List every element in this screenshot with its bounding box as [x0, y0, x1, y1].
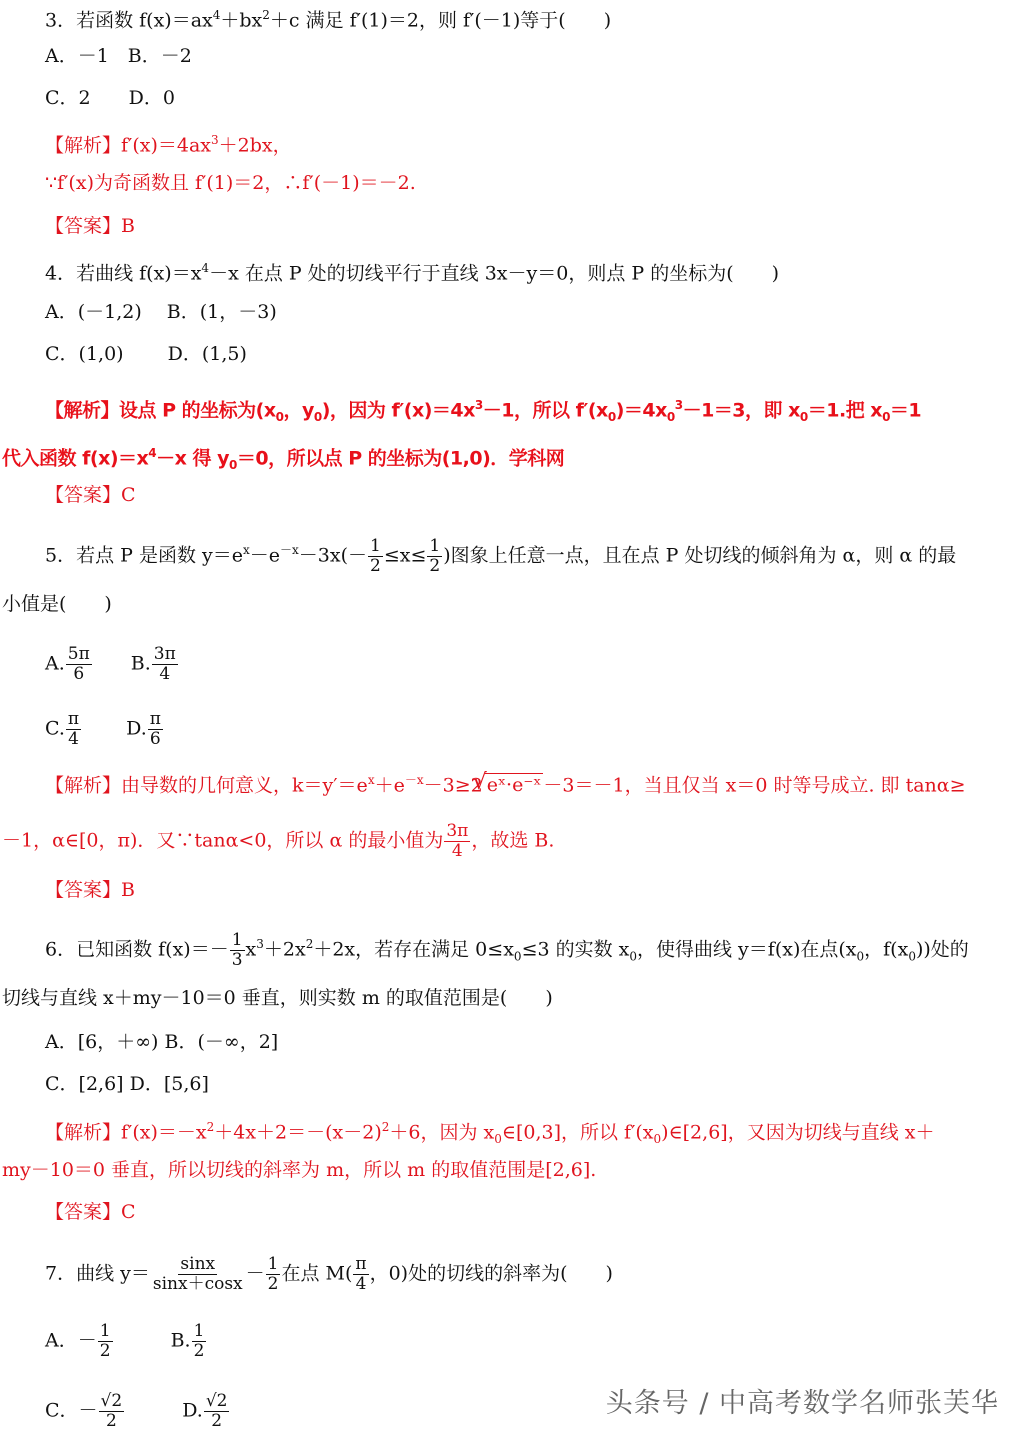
subscript: 0: [313, 410, 322, 425]
superscript: 3: [674, 398, 683, 412]
superscript: x: [367, 773, 375, 787]
options-7-ab: [45, 1322, 207, 1361]
text-run: A．[6，＋∞) B．(－∞，2]: [45, 1031, 279, 1053]
fraction-denominator: 4: [159, 664, 171, 684]
text-run: ＋2bx，: [218, 134, 292, 157]
text-run: 【答案】B: [45, 215, 135, 237]
text-run: －e: [249, 544, 281, 567]
text-run: －1，α∈[0，π)．又∵tanα<0，所以 α 的最小值为: [2, 829, 444, 852]
answer-5: [45, 877, 135, 903]
fraction-numerator: 5π: [67, 644, 90, 664]
text-run: －x 在点 P 处的切线平行于直线 3x－y＝0，则点 P 的坐标为( ): [209, 262, 780, 285]
subscript: 0: [653, 1132, 662, 1147]
text-run: C．[2,6] D．[5,6]: [45, 1073, 209, 1095]
text-run: －3x(－: [298, 544, 368, 567]
text-run: 【解析】由导数的几何意义，k＝y′＝e: [45, 774, 368, 797]
fraction-denominator: 2: [193, 1341, 205, 1361]
options-7-cd: [45, 1392, 230, 1431]
text-run: )图象上任意一点，且在点 P 处切线的倾斜角为 α，则 α 的最: [443, 544, 957, 567]
superscript: 3: [474, 398, 483, 412]
fraction-denominator: sinx＋cosx: [152, 1274, 243, 1294]
options-3-cd: [45, 85, 175, 111]
fraction-numerator: 3π: [153, 644, 176, 664]
fraction-numerator: sinx: [180, 1254, 216, 1274]
text-run: my－10＝0 垂直，所以切线的斜率为 m，所以 m 的取值范围是[2,6].: [2, 1159, 597, 1181]
text-run: ≤3 的实数 x: [521, 938, 630, 961]
subscript: 0: [799, 410, 808, 425]
subscript: 0: [513, 949, 522, 964]
question-3: [45, 2, 611, 33]
text-run: ＝1: [889, 399, 922, 422]
text-run: ∈[0,3]，所以 f′(x: [501, 1121, 654, 1144]
fraction-denominator: 2: [105, 1411, 117, 1431]
subscript: 0: [629, 949, 638, 964]
text-run: ＋4x＋2＝－(x－2): [214, 1121, 382, 1144]
watermark: 头条号 / 中高考数学名师张芙华: [605, 1388, 999, 1419]
superscript: 3: [256, 937, 264, 952]
text-run: ≤x≤: [383, 544, 427, 567]
text-run: A.: [45, 652, 65, 675]
question-6-cont: [2, 985, 553, 1011]
question-5: [45, 537, 956, 576]
text-run: ＋6，因为 x: [389, 1121, 495, 1144]
fraction-numerator: √2: [100, 1391, 123, 1411]
text-run: ＝1.把 x: [807, 399, 883, 422]
fraction-denominator: 2: [429, 556, 441, 576]
subscript: 0: [494, 1132, 502, 1147]
fraction-denominator: 4: [451, 841, 463, 861]
options-6-ab: [45, 1029, 278, 1055]
analysis-3-cont: [45, 170, 416, 196]
text-run: A．－1 B．－2: [45, 45, 192, 67]
fraction-denominator: 3: [231, 950, 243, 970]
fraction: [444, 822, 470, 861]
options-6-cd: [45, 1071, 209, 1097]
subscript: 0: [882, 410, 890, 425]
text-run: D.: [82, 717, 147, 740]
text-run: B.: [113, 1329, 191, 1352]
text-run: 6．已知函数 f(x)＝－: [45, 938, 229, 961]
fraction: [66, 710, 81, 749]
fraction-denominator: 4: [68, 729, 79, 749]
text-run: －1＝3，即 x: [682, 399, 800, 422]
analysis-6-cont: [2, 1157, 596, 1183]
fraction: [98, 1322, 113, 1361]
options-5-cd: [45, 710, 164, 749]
superscript: －x: [404, 773, 424, 787]
question-5-cont: [2, 591, 112, 617]
text-run: －x 得 y: [156, 447, 229, 470]
text-run: 【解析】f′(x)＝－x: [45, 1121, 207, 1144]
text-run: C．(1,0) D．(1,5): [45, 343, 247, 365]
text-run: 小值是( ): [2, 593, 112, 615]
subscript: 0: [908, 949, 916, 964]
text-run: ))处的: [915, 938, 969, 961]
fraction: [427, 537, 442, 576]
fraction-denominator: 6: [149, 729, 161, 749]
fraction: [99, 1392, 125, 1431]
fraction-denominator: 2: [370, 556, 381, 576]
subscript: 0: [607, 410, 616, 425]
fraction-numerator: √2: [205, 1391, 228, 1411]
text-run: 代入函数 f(x)＝x: [2, 447, 149, 470]
analysis-5-cont: [2, 822, 554, 861]
text-run: 【答案】C: [45, 1201, 136, 1223]
question-7: [45, 1255, 613, 1294]
text-run: ＝0，所以点 P 的坐标为(1,0)．学科网: [236, 447, 565, 470]
text-run: x: [245, 938, 257, 961]
text-run: A．－: [45, 1329, 97, 1352]
text-run: －3＝－1，当且仅当 x＝0 时等号成立. 即 tanα≥: [543, 774, 966, 797]
analysis-4: [45, 392, 921, 430]
subscript: 0: [666, 410, 675, 425]
answer-3: [45, 213, 135, 239]
analysis-3: [45, 127, 292, 158]
text-run: ，0)处的切线的斜率为( ): [369, 1262, 613, 1285]
text-run: 7．曲线 y＝: [45, 1262, 150, 1285]
fraction: [353, 1255, 368, 1294]
superscript: 4: [212, 8, 221, 22]
fraction-numerator: 1: [193, 1321, 205, 1341]
fraction-numerator: π: [67, 709, 80, 729]
text-run: ＋2x: [263, 938, 306, 961]
analysis-5: [45, 767, 966, 798]
superscript: 4: [148, 446, 157, 460]
fraction: [192, 1322, 207, 1361]
text-run: －3≥2: [423, 774, 483, 797]
fraction: [368, 537, 383, 576]
options-4-cd: [45, 341, 247, 367]
fraction: [151, 1255, 245, 1294]
text-run: D.: [125, 1399, 203, 1422]
options-4-ab: [45, 299, 277, 325]
options-3-ab: [45, 43, 192, 69]
fraction: [230, 931, 245, 970]
fraction-numerator: 1: [429, 536, 441, 556]
text-run: C．－: [45, 1399, 98, 1422]
text-run: ＋c 满足 f′(1)＝2，则 f′(－1)等于( ): [269, 9, 612, 32]
superscript: 2: [381, 1120, 390, 1134]
fraction-denominator: 2: [99, 1341, 111, 1361]
fraction: [204, 1392, 230, 1431]
text-run: )＝4x: [615, 399, 667, 422]
text-run: ，故选 B.: [471, 829, 555, 852]
fraction-numerator: 1: [99, 1321, 111, 1341]
text-run: 【答案】B: [45, 879, 135, 901]
fraction-numerator: π: [149, 709, 161, 729]
text-run: 【解析】设点 P 的坐标为(x: [45, 399, 276, 422]
text-run: ＋2x，若存在满足 0≤x: [313, 938, 514, 961]
fraction: [152, 645, 178, 684]
fraction: [266, 1255, 281, 1294]
square-root: √ eˣ·e⁻ˣ: [485, 773, 544, 796]
superscript: 2: [305, 937, 314, 952]
fraction-numerator: 3π: [446, 821, 469, 841]
text-run: ，使得曲线 y＝f(x)在点(x: [637, 938, 857, 961]
text-run: 3．若函数 f(x)＝ax: [45, 9, 213, 32]
text-run: ＋e: [374, 774, 405, 797]
text-run: ，f(x: [864, 938, 909, 961]
answer-6: [45, 1199, 136, 1225]
superscript: 3: [211, 133, 219, 147]
fraction-numerator: π: [355, 1254, 367, 1274]
text-run: B.: [92, 652, 151, 675]
text-run: ∵f′(x)为奇函数且 f′(1)＝2，∴f′(－1)＝－2.: [45, 172, 416, 194]
text-run: 【答案】C: [45, 484, 136, 506]
superscript: 2: [206, 1120, 215, 1134]
superscript: －x: [280, 543, 299, 558]
options-5-ab: [45, 645, 179, 684]
text-run: 切线与直线 x＋my－10＝0 垂直，则实数 m 的取值范围是( ): [2, 987, 553, 1009]
superscript: 2: [262, 8, 270, 22]
text-run: A．(－1,2) B．(1，－3): [45, 301, 277, 323]
answer-4: [45, 482, 136, 508]
fraction: [148, 710, 163, 749]
subscript: 0: [229, 458, 237, 473]
analysis-4-cont: [2, 440, 564, 478]
text-run: 5．若点 P 是函数 y＝e: [45, 544, 243, 567]
text-run: －: [245, 1262, 265, 1285]
fraction-denominator: 4: [355, 1274, 367, 1294]
text-run: )∈[2,6]，又因为切线与直线 x＋: [661, 1121, 935, 1144]
fraction-numerator: 1: [370, 536, 381, 556]
text-run: ＋bx: [220, 9, 263, 32]
fraction-numerator: 1: [231, 930, 243, 950]
text-run: 【解析】f′(x)＝4ax: [45, 134, 212, 157]
subscript: 0: [275, 410, 284, 425]
text-run: )，因为 f′(x)＝4x: [321, 399, 475, 422]
text-run: 在点 M(: [281, 1262, 353, 1285]
fraction-numerator: 1: [267, 1254, 279, 1274]
superscript: x: [242, 543, 250, 558]
fraction-denominator: 2: [211, 1411, 223, 1431]
question-4: [45, 255, 779, 286]
subscript: 0: [856, 949, 865, 964]
superscript: 4: [201, 261, 210, 275]
question-6: [45, 931, 969, 970]
fraction: [66, 645, 92, 684]
text-run: C.: [45, 717, 65, 740]
fraction-denominator: 6: [73, 664, 85, 684]
fraction-denominator: 2: [267, 1274, 279, 1294]
text-run: ，y: [283, 399, 314, 422]
text-run: －1，所以 f′(x: [482, 399, 608, 422]
analysis-6: [45, 1114, 934, 1152]
text-run: 4．若曲线 f(x)＝x: [45, 262, 202, 285]
text-run: C．2 D．0: [45, 87, 175, 109]
